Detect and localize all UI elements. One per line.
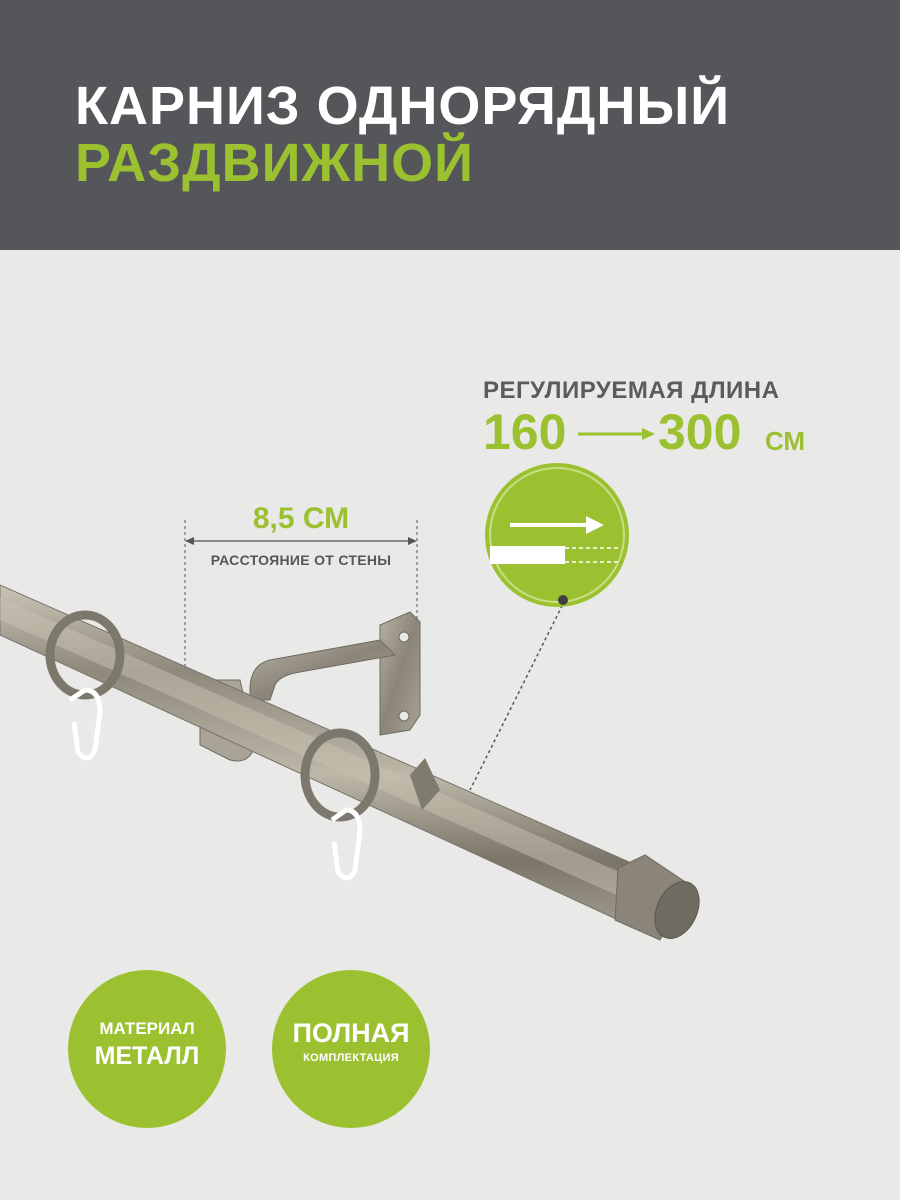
title-line-1: КАРНИЗ ОДНОРЯДНЫЙ — [75, 76, 731, 136]
length-arrow-icon — [642, 428, 655, 440]
complete-set-badge — [272, 970, 430, 1128]
length-max-value: 300 — [658, 404, 742, 460]
length-caption: РЕГУЛИРУЕМАЯ ДЛИНА — [483, 377, 780, 404]
bracket-screw-hole-bottom — [399, 711, 409, 721]
material-badge-value: МЕТАЛЛ — [94, 1042, 200, 1070]
complete-set-badge-subtitle: КОМПЛЕКТАЦИЯ — [303, 1052, 399, 1064]
callout-leader-line — [470, 600, 565, 790]
mini-rod-icon — [490, 546, 565, 564]
dimension-arrow-right — [408, 537, 417, 545]
length-unit: СМ — [765, 426, 806, 456]
title-line-2: РАЗДВИЖНОЙ — [75, 133, 474, 193]
curtain-hook-icon — [70, 690, 100, 758]
bracket-screw-hole-top — [399, 632, 409, 642]
material-badge — [68, 970, 226, 1128]
material-badge-label: МАТЕРИАЛ — [99, 1019, 195, 1038]
curtain-rod — [0, 585, 708, 946]
complete-set-badge-title: ПОЛНАЯ — [292, 1018, 410, 1048]
dimension-arrow-left — [185, 537, 194, 545]
callout-circle — [485, 463, 629, 607]
length-min-value: 160 — [483, 404, 567, 460]
callout-dot — [558, 595, 568, 605]
wall-distance-caption: РАССТОЯНИЕ ОТ СТЕНЫ — [210, 552, 392, 568]
wall-distance-value: 8,5 СМ — [252, 502, 350, 535]
